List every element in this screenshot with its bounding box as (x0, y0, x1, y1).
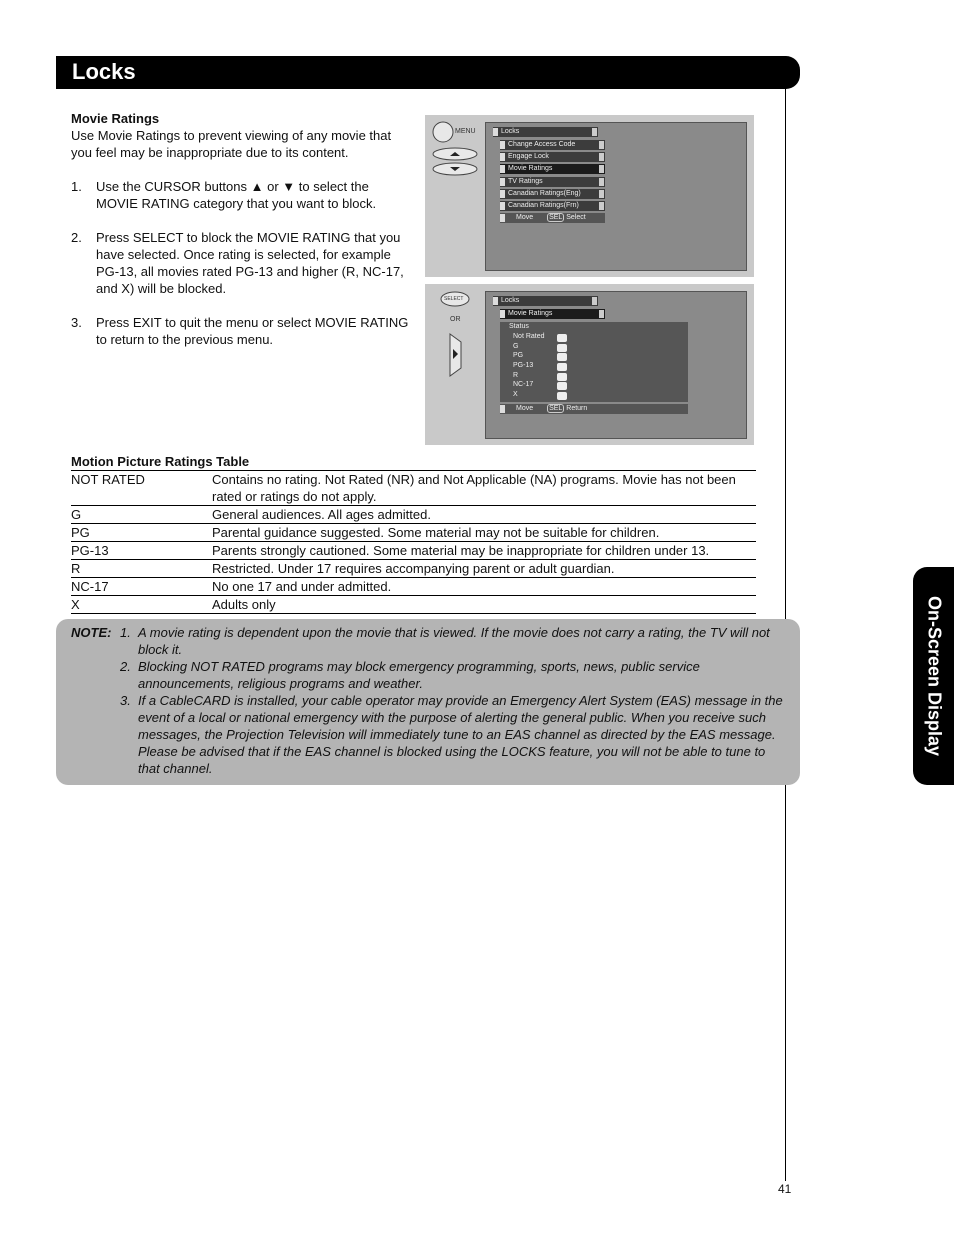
note-number: 2. (120, 659, 131, 674)
move-hint: Move (516, 214, 534, 221)
lock-icon (557, 363, 567, 371)
menu-item: Canadian Ratings(Eng) (500, 189, 605, 199)
tv-screen (485, 122, 747, 271)
status-box (500, 322, 688, 402)
description-cell: No one 17 and under admitted. (212, 579, 392, 594)
description-cell: Parental guidance suggested. Some material may not be suitable for children. (212, 525, 660, 540)
description-cell: Adults only (212, 597, 276, 612)
table-row (71, 560, 756, 578)
table-row (71, 471, 756, 506)
note-number: 1. (120, 625, 131, 640)
note-item (120, 658, 790, 692)
menu-item-selected: Movie Ratings (500, 164, 605, 174)
or-label: OR (450, 316, 461, 323)
rating-label: PG-13 (513, 362, 534, 369)
rating-cell: NOT RATED (71, 472, 145, 487)
table-row (71, 542, 756, 560)
move-hint: Move (516, 405, 534, 412)
description-cell: Restricted. Under 17 requires accompanying parent or adult guardian. (212, 561, 615, 576)
submenu-title-bar: Movie Ratings (500, 309, 605, 319)
locks-menu-illustration (425, 115, 754, 277)
rating-label: G (513, 343, 519, 350)
note-box (56, 619, 800, 785)
rating-cell: PG (71, 525, 90, 540)
page-number: 41 (778, 1182, 792, 1196)
select-button-label: SELECT (444, 296, 464, 302)
menu-item: Change Access Code (500, 140, 605, 150)
rating-cell: R (71, 561, 81, 576)
step-2 (71, 229, 411, 297)
table-row (71, 578, 756, 596)
lock-icon (557, 373, 567, 381)
return-hint: Return (566, 405, 588, 412)
select-hint: Select (566, 214, 586, 221)
rating-label: Not Rated (513, 333, 545, 340)
menu-title-bar: Locks (493, 296, 598, 306)
menu-item: Engage Lock (500, 152, 605, 162)
status-label: Status (509, 323, 529, 330)
sel-key-icon: SEL (549, 214, 563, 221)
menu-item: TV Ratings (500, 177, 605, 187)
rating-label: X (513, 391, 518, 398)
description-cell: Contains no rating. Not Rated (NR) and Not Applicable (NA) programs. Movie has not been rated or ratings do not apply. (212, 472, 736, 504)
note-text: A movie rating is dependent upon the movie that is viewed. If the movie does not carry a rating, the TV will not block it. (138, 625, 770, 657)
menu-title-bar: Locks (493, 127, 598, 137)
lock-icon (557, 382, 567, 390)
movie-ratings-menu-illustration (425, 284, 754, 445)
ratings-table-heading: Motion Picture Ratings Table (71, 454, 250, 469)
section-side-tab (913, 567, 954, 785)
lock-icon (557, 344, 567, 352)
menu-footer (500, 404, 688, 414)
note-text: If a CableCARD is installed, your cable operator may provide an Emergency Alert System (EAS) message in the event of a local or national emergency with the purpose of alerting the general public. When you receive such messages, the Projection Television will immediately tune to an EAS channel as directed by the EAS message. Please be advised that if the EAS channel is blocked using the LOCKS feature, you will not be able to tune to that channel. (138, 693, 783, 776)
step-text: Press EXIT to quit the menu or select MOVIE RATING to return to the previous menu. (96, 315, 409, 347)
table-row (71, 596, 756, 614)
lock-icon (557, 353, 567, 361)
description-cell: Parents strongly cautioned. Some material may be inappropriate for children under 13. (212, 543, 710, 558)
table-row (71, 506, 756, 524)
step-number: 2. (71, 230, 82, 245)
remote-select-buttons-icon (439, 290, 475, 378)
rating-cell: PG-13 (71, 543, 109, 558)
step-1 (71, 178, 411, 212)
note-item (120, 692, 790, 777)
page-title-bar (56, 56, 800, 89)
rating-label: NC-17 (513, 381, 534, 388)
page-title: Locks (72, 59, 136, 84)
table-row (71, 524, 756, 542)
tv-screen (485, 291, 747, 439)
rating-cell: X (71, 597, 80, 612)
note-item (120, 624, 790, 658)
ratings-table (71, 470, 756, 614)
rating-cell: NC-17 (71, 579, 109, 594)
side-tab-label: On-Screen Display (924, 595, 944, 757)
lock-icon (557, 334, 567, 342)
note-number: 3. (120, 693, 131, 708)
menu-button-label: MENU (455, 128, 476, 135)
menu-item: Canadian Ratings(Frn) (500, 201, 605, 211)
rating-cell: G (71, 507, 82, 522)
description-cell: General audiences. All ages admitted. (212, 507, 431, 522)
step-3 (71, 314, 411, 348)
step-text: Press SELECT to block the MOVIE RATING that you have selected. Once rating is selected, for example PG-13, all movies rated PG-13 and higher (R, NC-17, and X) will be blocked. (96, 230, 404, 296)
movie-ratings-section (71, 110, 411, 365)
note-label: NOTE: (71, 625, 112, 640)
movie-ratings-heading: Movie Ratings (71, 111, 160, 126)
rating-label: PG (513, 352, 524, 359)
menu-footer (500, 213, 605, 223)
step-number: 1. (71, 179, 82, 194)
sel-key-icon: SEL (549, 405, 563, 412)
lock-icon (557, 392, 567, 400)
step-number: 3. (71, 315, 82, 330)
step-text: Use the CURSOR buttons ▲ or ▼ to select the MOVIE RATING category that you want to block. (96, 179, 377, 211)
rating-label: R (513, 372, 519, 379)
movie-ratings-intro: Use Movie Ratings to prevent viewing of any movie that you feel may be inappropriate due to its content. (71, 128, 392, 160)
note-text: Blocking NOT RATED programs may block emergency programming, sports, news, public service announcements, religious programs and weather. (138, 659, 700, 691)
